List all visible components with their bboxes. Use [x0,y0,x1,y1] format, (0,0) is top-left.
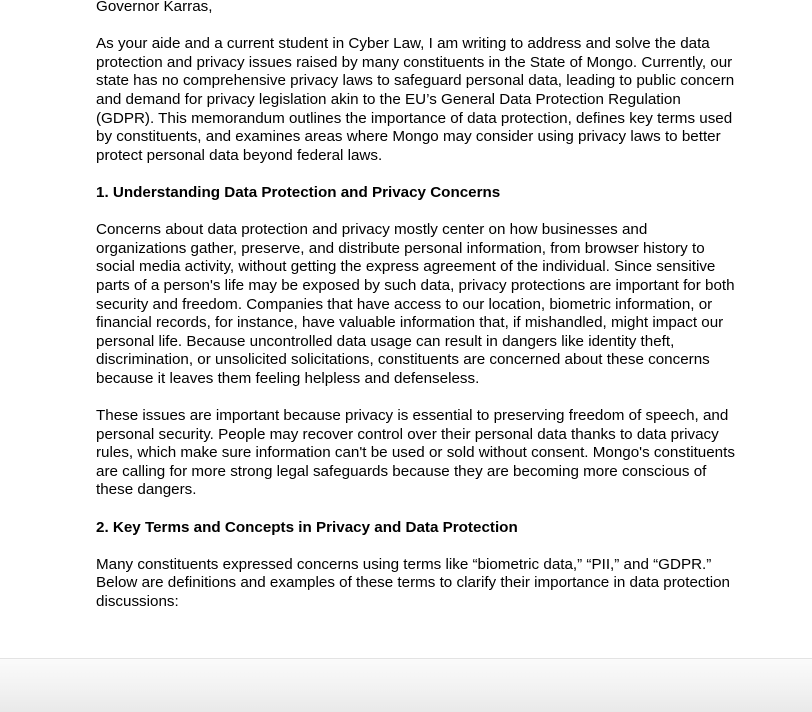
section-1-paragraph-2: These issues are important because privacy is essential to preserving freedom of speech, and personal security. People may recover control over their personal data thanks to data privacy rules, which make sure information can't be used or sold without consent. Mongo's constituents are calling for more strong legal safeguards because they are becoming more conscious of these dangers. [96,407,735,499]
section-2-heading: 2. Key Terms and Concepts in Privacy and Data Protection [96,518,518,536]
paragraph-gap [96,500,736,519]
intro-paragraph: As your aide and a current student in Cyber Law, I am writing to address and solve the data protection and privacy issues raised by many constituents in the State of Mongo. Currently, our state has no comprehensive privacy laws to safeguard personal data, leading to public concern and demand for privacy legislation akin to the EU’s General Data Protection Regulation (GDPR). This memorandum outlines the importance of data protection, defines key terms used by constituents, and examines areas where Mongo may consider using privacy laws to better protect personal data beyond federal laws. [96,35,735,164]
salutation: Governor Karras, [96,0,213,15]
section-2-paragraph-1: Many constituents expressed concerns using terms like “biometric data,” “PII,” and “GDPR.” Below are definitions and examples of these terms to clarify their importance in data protection discussions: [96,555,730,610]
document-body [96,0,736,612]
paragraph-gap [96,203,736,222]
paragraph-gap [96,17,736,36]
section-1-paragraph-1: Concerns about data protection and privacy mostly center on how businesses and organizations gather, preserve, and distribute personal information, from browser history to social media activity, without getting the express agreement of the individual. Since sensitive parts of a person's life may be exposed by such data, privacy protections are important for both security and freedom. Companies that have access to our location, biometric information, or financial records, for instance, have valuable information that, if mishandled, might impact our personal life. Because uncontrolled data usage can result in dangers like identity theft, discrimination, or unsolicited solicitations, constituents are concerned about these concerns because it leaves them feeling helpless and defenseless. [96,221,735,387]
paragraph-gap [96,165,736,184]
page-bottom-bar [0,658,812,712]
section-1-heading: 1. Understanding Data Protection and Privacy Concerns [96,183,501,201]
paragraph-gap [96,388,736,407]
paragraph-gap [96,537,736,556]
